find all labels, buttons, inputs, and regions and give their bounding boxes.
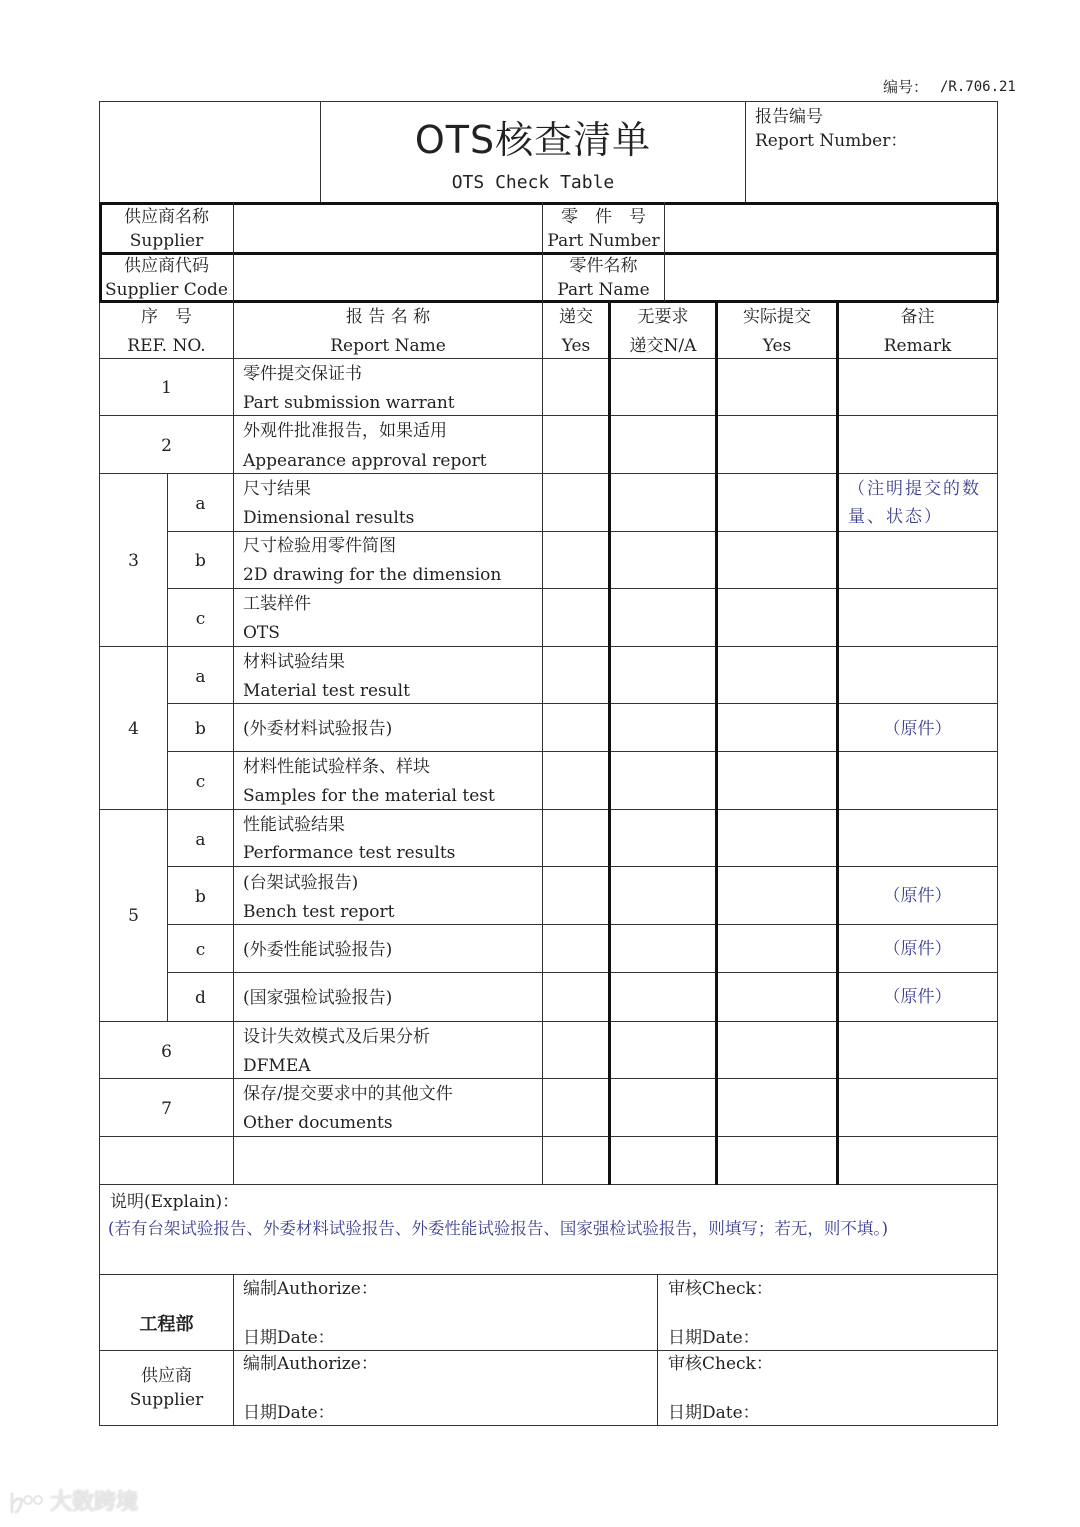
header-na-en: 递交N/A (629, 336, 697, 356)
row-sub-no: d (195, 988, 206, 1008)
row-sub-no: c (195, 940, 206, 960)
doc-number-label: 编号： (883, 78, 929, 96)
row-report-name-en: DFMEA (243, 1056, 311, 1076)
actual-submit-cell[interactable] (718, 926, 835, 971)
check-label: 审核Check： (668, 1279, 773, 1299)
row-report-name-cn: 材料试验结果 (243, 652, 345, 672)
part-number-label-cn: 零 件 号 (561, 207, 646, 227)
actual-submit-cell[interactable] (718, 753, 835, 808)
submit-yes-cell[interactable] (544, 753, 607, 808)
explain-label: 说明(Explain)： (110, 1192, 240, 1212)
submit-na-cell[interactable] (611, 811, 714, 865)
actual-submit-cell[interactable] (718, 811, 835, 865)
submit-na-cell[interactable] (611, 1138, 714, 1183)
remark-cell[interactable] (839, 417, 995, 472)
submit-na-cell[interactable] (611, 475, 714, 530)
row-report-name-en: Other documents (243, 1113, 393, 1133)
remark-original: （原件） (883, 939, 952, 959)
submit-na-cell[interactable] (611, 360, 714, 414)
submit-yes-cell[interactable] (544, 705, 607, 750)
row-report-name-cn: (外委材料试验报告) (243, 719, 393, 739)
remark-cell[interactable] (839, 1138, 995, 1183)
supplier-code-field[interactable] (236, 255, 540, 299)
remark-original: （原件） (883, 886, 952, 906)
report-number-label-cn: 报告编号 (755, 107, 823, 127)
part-name-field[interactable] (667, 255, 994, 299)
part-number-label-en: Part Number (547, 231, 660, 251)
explain-text: (若有台架试验报告、外委材料试验报告、外委性能试验报告、国家强检试验报告，则填写；若无，则不填。) (108, 1219, 889, 1238)
actual-submit-cell[interactable] (718, 417, 835, 472)
row-report-name-en: Performance test results (243, 843, 456, 863)
row-report-name-cn: 设计失效模式及后果分析 (243, 1027, 430, 1047)
group-ref-no-4: 4 (128, 719, 139, 739)
row-sub-no: c (195, 609, 206, 629)
remark-original: （原件） (883, 987, 952, 1007)
submit-na-cell[interactable] (611, 1080, 714, 1135)
page-subtitle: OTS Check Table (451, 172, 615, 193)
row-ref-no: 7 (161, 1099, 172, 1119)
authorize-label: 编制Authorize： (243, 1354, 378, 1374)
submit-na-cell[interactable] (611, 753, 714, 808)
remark-cell[interactable] (839, 360, 995, 414)
row-report-name-cn: (外委性能试验报告) (243, 940, 393, 960)
header-actual-cn: 实际提交 (743, 307, 811, 327)
submit-yes-cell[interactable] (544, 417, 607, 472)
remark-cell[interactable] (839, 533, 995, 587)
row-report-name-cn: 性能试验结果 (243, 815, 345, 835)
row-ref-no: 1 (161, 378, 172, 398)
check-field[interactable] (770, 1353, 990, 1377)
submit-yes-cell[interactable] (544, 1023, 607, 1077)
submit-yes-cell[interactable] (544, 590, 607, 645)
group-ref-no-5: 5 (128, 906, 139, 926)
supplier-name-label-cn: 供应商名称 (124, 207, 209, 227)
actual-submit-cell[interactable] (718, 974, 835, 1020)
actual-submit-cell[interactable] (718, 360, 835, 414)
row-report-name-en: Samples for the material test (243, 786, 495, 806)
remark-note: （注明提交的数 (848, 479, 981, 499)
row-report-name-en: 2D drawing for the dimension (243, 565, 502, 585)
supplier-code-label-en: Supplier Code (104, 280, 228, 300)
actual-submit-cell[interactable] (718, 705, 835, 750)
header-report-name-en: Report Name (330, 336, 446, 356)
row-report-name-cn: 保存/提交要求中的其他文件 (243, 1084, 453, 1104)
actual-submit-cell[interactable] (718, 475, 835, 530)
submit-na-cell[interactable] (611, 590, 714, 645)
supplier-code-label-cn: 供应商代码 (124, 256, 209, 276)
submit-yes-cell[interactable] (544, 811, 607, 865)
submit-yes-cell[interactable] (544, 648, 607, 702)
row-report-name-en: Appearance approval report (243, 451, 487, 471)
submit-na-cell[interactable] (611, 1023, 714, 1077)
submit-na-cell[interactable] (611, 868, 714, 923)
remark-cell[interactable] (839, 590, 995, 645)
row-report-name-en: Part submission warrant (243, 393, 455, 413)
submit-yes-cell[interactable] (544, 974, 607, 1020)
header-ref-no-cn: 序 号 (141, 307, 192, 327)
actual-submit-cell[interactable] (718, 590, 835, 645)
actual-submit-cell[interactable] (718, 533, 835, 587)
row-report-name-cn: (台架试验报告) (243, 873, 359, 893)
supplier-label-en: Supplier (129, 1390, 204, 1410)
date-label: 日期Date： (243, 1328, 335, 1348)
check-date-field[interactable] (755, 1401, 990, 1423)
submit-na-cell[interactable] (611, 417, 714, 472)
submit-na-cell[interactable] (611, 705, 714, 750)
row-report-name-cn: 零件提交保证书 (243, 364, 362, 384)
authorize-label: 编制Authorize： (243, 1279, 378, 1299)
submit-na-cell[interactable] (611, 926, 714, 971)
actual-submit-cell[interactable] (718, 1023, 835, 1077)
row-report-name-cn: (国家强检试验报告) (243, 988, 393, 1008)
submit-yes-cell[interactable] (544, 475, 607, 530)
row-report-name-en: Bench test report (243, 902, 395, 922)
authorize-date-field[interactable] (330, 1401, 650, 1423)
row-sub-no: b (195, 719, 206, 739)
row-sub-no: a (195, 830, 206, 850)
header-na-cn: 无要求 (637, 307, 689, 327)
submit-na-cell[interactable] (611, 974, 714, 1020)
header-submit-cn: 递交 (559, 307, 593, 327)
report-number-field[interactable] (900, 130, 990, 152)
actual-submit-cell[interactable] (718, 868, 835, 923)
actual-submit-cell[interactable] (718, 648, 835, 702)
row-report-name-cn: 外观件批准报告，如果适用 (243, 421, 447, 441)
remark-cell[interactable] (839, 648, 995, 702)
date-label: 日期Date： (668, 1328, 760, 1348)
date-label: 日期Date： (243, 1403, 335, 1423)
report-number-label-en: Report Number： (755, 131, 908, 151)
submit-yes-cell[interactable] (544, 926, 607, 971)
row-sub-no: c (195, 772, 206, 792)
remark-original: （原件） (883, 719, 952, 739)
header-remark-cn: 备注 (900, 307, 935, 327)
row-report-name-cn: 尺寸检验用零件简图 (243, 536, 396, 556)
remark-cell[interactable] (839, 1080, 995, 1135)
row-sub-no: a (195, 494, 206, 514)
check-date-field[interactable] (755, 1326, 990, 1348)
page-title: OTS核查清单 (414, 118, 652, 162)
submit-yes-cell[interactable] (544, 1138, 607, 1183)
1688-logo-icon (8, 1490, 44, 1516)
authorize-date-field[interactable] (330, 1326, 650, 1348)
header-actual-en: Yes (762, 336, 792, 356)
row-sub-no: a (195, 667, 206, 687)
part-name-label-cn: 零件名称 (569, 256, 638, 276)
supplier-name-field[interactable] (236, 205, 540, 250)
supplier-label-cn: 供应商 (141, 1366, 192, 1386)
watermark-text: 大数跨境 (50, 1490, 139, 1515)
header-report-name-cn: 报 告 名 称 (345, 307, 431, 327)
date-label: 日期Date： (668, 1403, 760, 1423)
remark-note-cont: 量、状态） (848, 507, 943, 527)
actual-submit-cell[interactable] (718, 1138, 835, 1183)
part-name-label-en: Part Name (557, 280, 650, 300)
authorize-field[interactable] (380, 1278, 650, 1302)
engineering-dept-label: 工程部 (139, 1314, 194, 1335)
remark-cell[interactable] (839, 811, 995, 865)
check-field[interactable] (770, 1278, 990, 1302)
submit-yes-cell[interactable] (544, 533, 607, 587)
doc-number-value: /R.706.21 (940, 79, 1016, 95)
submit-yes-cell[interactable] (544, 360, 607, 414)
check-label: 审核Check： (668, 1354, 773, 1374)
authorize-field[interactable] (380, 1353, 650, 1377)
submit-yes-cell[interactable] (544, 868, 607, 923)
row-report-name-en: Dimensional results (243, 508, 415, 528)
remark-cell[interactable] (839, 1023, 995, 1077)
submit-na-cell[interactable] (611, 648, 714, 702)
row-report-name-en: Material test result (243, 681, 410, 701)
row-report-name-cn: 尺寸结果 (243, 479, 311, 499)
actual-submit-cell[interactable] (718, 1080, 835, 1135)
ref-no-cell[interactable] (101, 1138, 232, 1183)
remark-cell[interactable] (839, 753, 995, 808)
row-report-name-cn: 材料性能试验样条、样块 (243, 757, 430, 777)
row-sub-no: b (195, 551, 206, 571)
row-ref-no: 2 (161, 436, 172, 456)
row-ref-no: 6 (161, 1042, 172, 1062)
report-name-cell[interactable] (235, 1138, 541, 1183)
row-report-name-en: OTS (243, 623, 280, 643)
logo-area (100, 102, 320, 201)
submit-na-cell[interactable] (611, 533, 714, 587)
supplier-name-label-en: Supplier (129, 231, 204, 251)
header-submit-en: Yes (561, 336, 591, 356)
submit-yes-cell[interactable] (544, 1080, 607, 1135)
group-ref-no-3: 3 (128, 551, 139, 571)
header-remark-en: Remark (883, 336, 952, 356)
row-report-name-cn: 工装样件 (243, 594, 311, 614)
header-ref-no-en: REF. NO. (127, 336, 206, 356)
row-sub-no: b (195, 887, 206, 907)
part-number-field[interactable] (667, 205, 994, 250)
